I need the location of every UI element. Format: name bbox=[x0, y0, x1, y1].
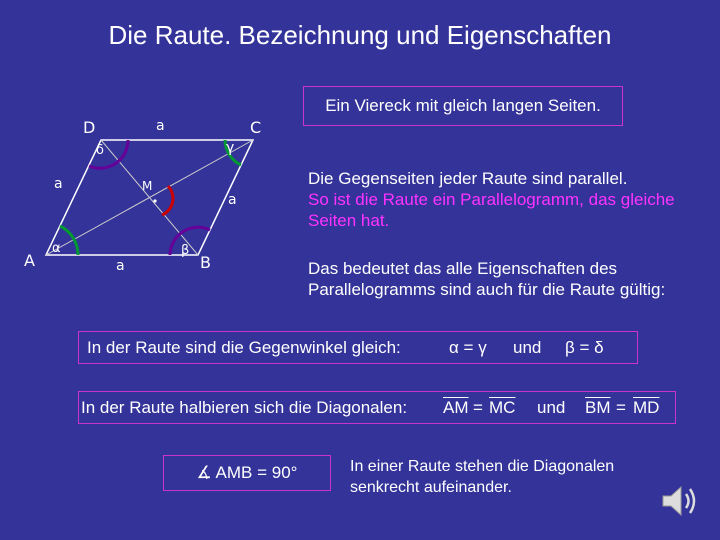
center-point bbox=[153, 199, 156, 202]
parallel-text bbox=[308, 168, 688, 231]
speaker-icon[interactable] bbox=[655, 476, 705, 526]
center-label-M: M bbox=[142, 179, 153, 193]
alpha-gamma-equation: α = γ bbox=[449, 338, 487, 357]
side-label-right: a bbox=[228, 192, 237, 208]
opposite-angles-text: In der Raute sind die Gegenwinkel gleich: bbox=[87, 338, 401, 357]
angle-label-beta: β bbox=[181, 243, 190, 258]
opposite-angles-box bbox=[78, 331, 638, 364]
angle-label-delta: δ bbox=[96, 143, 104, 158]
und-label: und bbox=[513, 338, 542, 357]
side-label-top: a bbox=[156, 118, 165, 134]
parallel-line1: Die Gegenseiten jeder Raute sind parallel. bbox=[308, 169, 628, 188]
definition-box: Ein Viereck mit gleich langen Seiten. bbox=[303, 86, 623, 126]
side-label-bottom: a bbox=[116, 258, 125, 274]
diagonals-bisect-box bbox=[78, 391, 676, 424]
segment-BM: $\overline{BM}$ bbox=[585, 398, 611, 417]
segment-AM: $\overline{AM}$ bbox=[443, 398, 469, 417]
arc-right-angle bbox=[162, 186, 173, 215]
und-label: und bbox=[537, 398, 566, 417]
properties-text: Das bedeutet das alle Eigenschaften des Parallelogramms sind auch für die Raute gültig: bbox=[308, 259, 666, 299]
vertex-label-D: D bbox=[83, 118, 96, 137]
page-title: Die Raute. Bezeichnung und Eigenschaften bbox=[108, 20, 612, 50]
vertex-label-A: A bbox=[24, 251, 35, 270]
parallel-line2: So ist die Raute ein Parallelogramm, das gleiche Seiten hat. bbox=[308, 190, 675, 230]
vertex-label-C: C bbox=[250, 118, 262, 137]
angle-label-gamma: γ bbox=[226, 140, 235, 156]
segment-MC: $\overline{MC}$ bbox=[489, 398, 516, 417]
arc-alpha bbox=[60, 226, 78, 255]
diagonals-text: In der Raute halbieren sich die Diagonalen: bbox=[81, 398, 408, 417]
vertex-label-B: B bbox=[200, 253, 211, 272]
segment-MD: $\overline{MD}$ bbox=[633, 398, 660, 417]
equals-sign-2: = bbox=[616, 398, 626, 417]
right-angle-box: ∡ AMB = 90° bbox=[163, 455, 331, 491]
side-label-left: a bbox=[54, 176, 63, 192]
equals-sign-1: = bbox=[473, 398, 483, 417]
angle-label-alpha: α bbox=[52, 241, 61, 256]
beta-delta-equation: β = δ bbox=[565, 338, 604, 357]
perpendicular-text: In einer Raute stehen die Diagonalen senkrecht aufeinander. bbox=[350, 458, 615, 496]
diagonal-BD bbox=[101, 140, 198, 255]
